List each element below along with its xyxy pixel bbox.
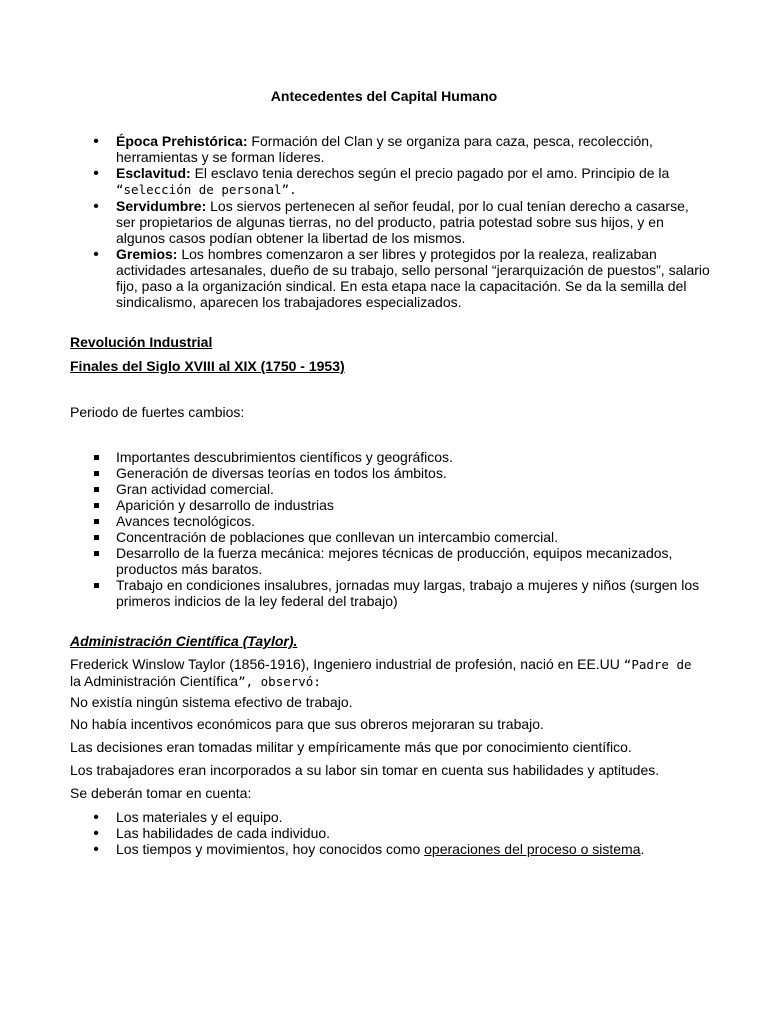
list-item: • Los tiempos y movimientos, hoy conocidos como operaciones del proceso o sistema. bbox=[70, 841, 710, 857]
bullet-icon bbox=[90, 198, 102, 215]
underlined-term: operaciones del proceso o sistema bbox=[424, 841, 641, 857]
list-item: • Las habilidades de cada individuo. bbox=[70, 825, 710, 841]
square-bullet-icon bbox=[90, 513, 102, 529]
list-item: • Época Prehistórica: Formación del Clan y se organiza para caza, pesca, recolección, herramientas y se forman líderes. bbox=[70, 133, 710, 165]
document-title: Antecedentes del Capital Humano bbox=[270, 88, 498, 104]
eras-list bbox=[70, 133, 710, 310]
list-item: • Los materiales y el equipo. bbox=[70, 809, 710, 825]
square-bullet-icon bbox=[90, 481, 102, 497]
list-item: Gran actividad comercial. bbox=[70, 481, 710, 497]
observation-line: Las decisiones eran tomadas militar y empíricamente más que por conocimiento científico. bbox=[70, 739, 632, 755]
industrial-intro: Periodo de fuertes cambios: bbox=[70, 404, 245, 420]
list-item: • Esclavitud: El esclavo tenia derechos según el precio pagado por el amo. Principio de la “selección de personal”. bbox=[70, 165, 710, 198]
list-item: Desarrollo de la fuerza mecánica: mejores técnicas de producción, equipos mecanizados, productos más baratos. bbox=[70, 545, 710, 577]
square-bullet-icon bbox=[90, 545, 102, 561]
bullet-icon bbox=[90, 246, 102, 263]
bullet-icon bbox=[90, 165, 102, 182]
square-bullet-icon bbox=[90, 465, 102, 481]
list-item: Concentración de poblaciones que conllevan un intercambio comercial. bbox=[70, 529, 710, 545]
bullet-icon bbox=[90, 133, 102, 150]
list-item: Importantes descubrimientos científicos y geográficos. bbox=[70, 449, 710, 465]
list-item: • Servidumbre: Los siervos pertenecen al señor feudal, por lo cual tenían derecho a casarse, ser propietarios de algunas tierras, no del producto, patria potestad sobre sus hijos, y en algunos casos podían obtener la libertad de los mismos. bbox=[70, 198, 710, 246]
square-bullet-icon bbox=[90, 529, 102, 545]
observation-line: Los trabajadores eran incorporados a su labor sin tomar en cuenta sus habilidades y aptitudes. bbox=[70, 762, 660, 778]
list-item: Avances tecnológicos. bbox=[70, 513, 710, 529]
observation-line: No existía ningún sistema efectivo de trabajo. bbox=[70, 694, 353, 710]
square-bullet-icon bbox=[90, 577, 102, 593]
consider-list bbox=[70, 809, 710, 857]
bullet-icon bbox=[90, 809, 102, 826]
taylor-heading: Administración Científica (Taylor). bbox=[70, 633, 298, 649]
list-item: • Gremios: Los hombres comenzaron a ser libres y protegidos por la realeza, realizaban actividades artesanales, dueño de su trabajo, sello personal “jerarquización de puestos”, salario fijo, paso a la organización sindical. En esta etapa nace la capacitación. Se da la semilla del sindicalismo, aparecen los trabajadores especializados. bbox=[70, 246, 710, 310]
taylor-intro: Frederick Winslow Taylor (1856-1916), Ingeniero industrial de profesión, nació en EE.UU “Padre de la Administración Científica”, observó: bbox=[70, 656, 692, 689]
industrial-list bbox=[70, 449, 710, 609]
square-bullet-icon bbox=[90, 449, 102, 465]
list-item: Generación de diversas teorías en todos los ámbitos. bbox=[70, 465, 710, 481]
industrial-heading: Revolución Industrial bbox=[70, 334, 213, 350]
observation-line: No había incentivos económicos para que sus obreros mejoraran su trabajo. bbox=[70, 716, 544, 732]
industrial-subheading: Finales del Siglo XVIII al XIX (1750 - 1953) bbox=[70, 358, 345, 374]
square-bullet-icon bbox=[90, 497, 102, 513]
bullet-icon bbox=[90, 841, 102, 858]
observation-line: Se deberán tomar en cuenta: bbox=[70, 785, 252, 801]
list-item: Trabajo en condiciones insalubres, jornadas muy largas, trabajo a mujeres y niños (surgen los primeros indicios de la ley federal del trabajo) bbox=[70, 577, 710, 609]
bullet-icon bbox=[90, 825, 102, 842]
list-item: Aparición y desarrollo de industrias bbox=[70, 497, 710, 513]
